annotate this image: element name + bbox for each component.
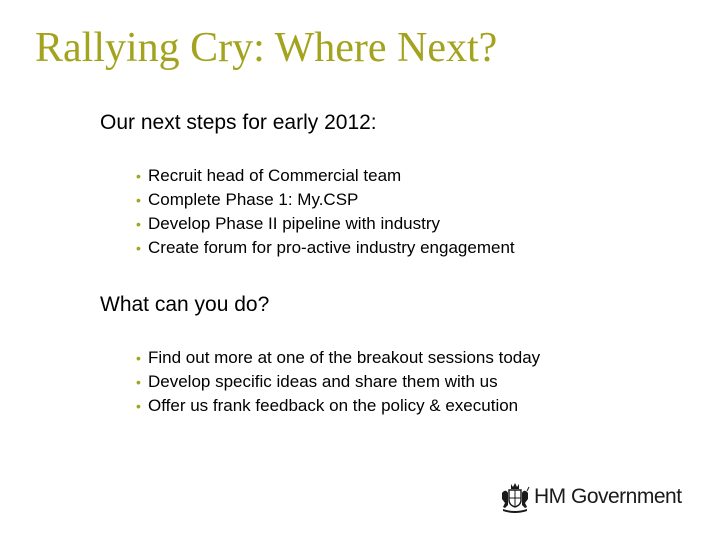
list-item-text: Recruit head of Commercial team (148, 166, 402, 185)
list-item-text: Complete Phase 1: My.CSP (148, 190, 359, 209)
section-heading-next-steps: Our next steps for early 2012: (100, 111, 377, 134)
bullet-icon: • (136, 240, 141, 256)
next-steps-list (136, 164, 515, 260)
list-item (136, 164, 515, 188)
list-item-text: Create forum for pro-active industry engagement (148, 238, 515, 257)
hm-government-logo (500, 480, 682, 514)
list-item-text: Find out more at one of the breakout sessions today (148, 348, 541, 367)
list-item-text: Offer us frank feedback on the policy & execution (148, 396, 519, 415)
list-item (136, 394, 540, 418)
list-item-text: Develop Phase II pipeline with industry (148, 214, 440, 233)
list-item (136, 370, 540, 394)
list-item (136, 236, 515, 260)
bullet-icon: • (136, 374, 141, 390)
bullet-icon: • (136, 398, 141, 414)
royal-coat-of-arms-icon (500, 481, 530, 513)
bullet-icon: • (136, 192, 141, 208)
bullet-icon: • (136, 168, 141, 184)
logo-text: HM Government (534, 485, 682, 508)
list-item (136, 212, 515, 236)
section-heading-what-can-you-do: What can you do? (100, 293, 270, 316)
bullet-icon: • (136, 216, 141, 232)
bullet-icon: • (136, 350, 141, 366)
list-item (136, 346, 540, 370)
list-item (136, 188, 515, 212)
actions-list (136, 346, 540, 418)
list-item-text: Develop specific ideas and share them with us (148, 372, 498, 391)
slide-title: Rallying Cry: Where Next? (35, 25, 498, 71)
